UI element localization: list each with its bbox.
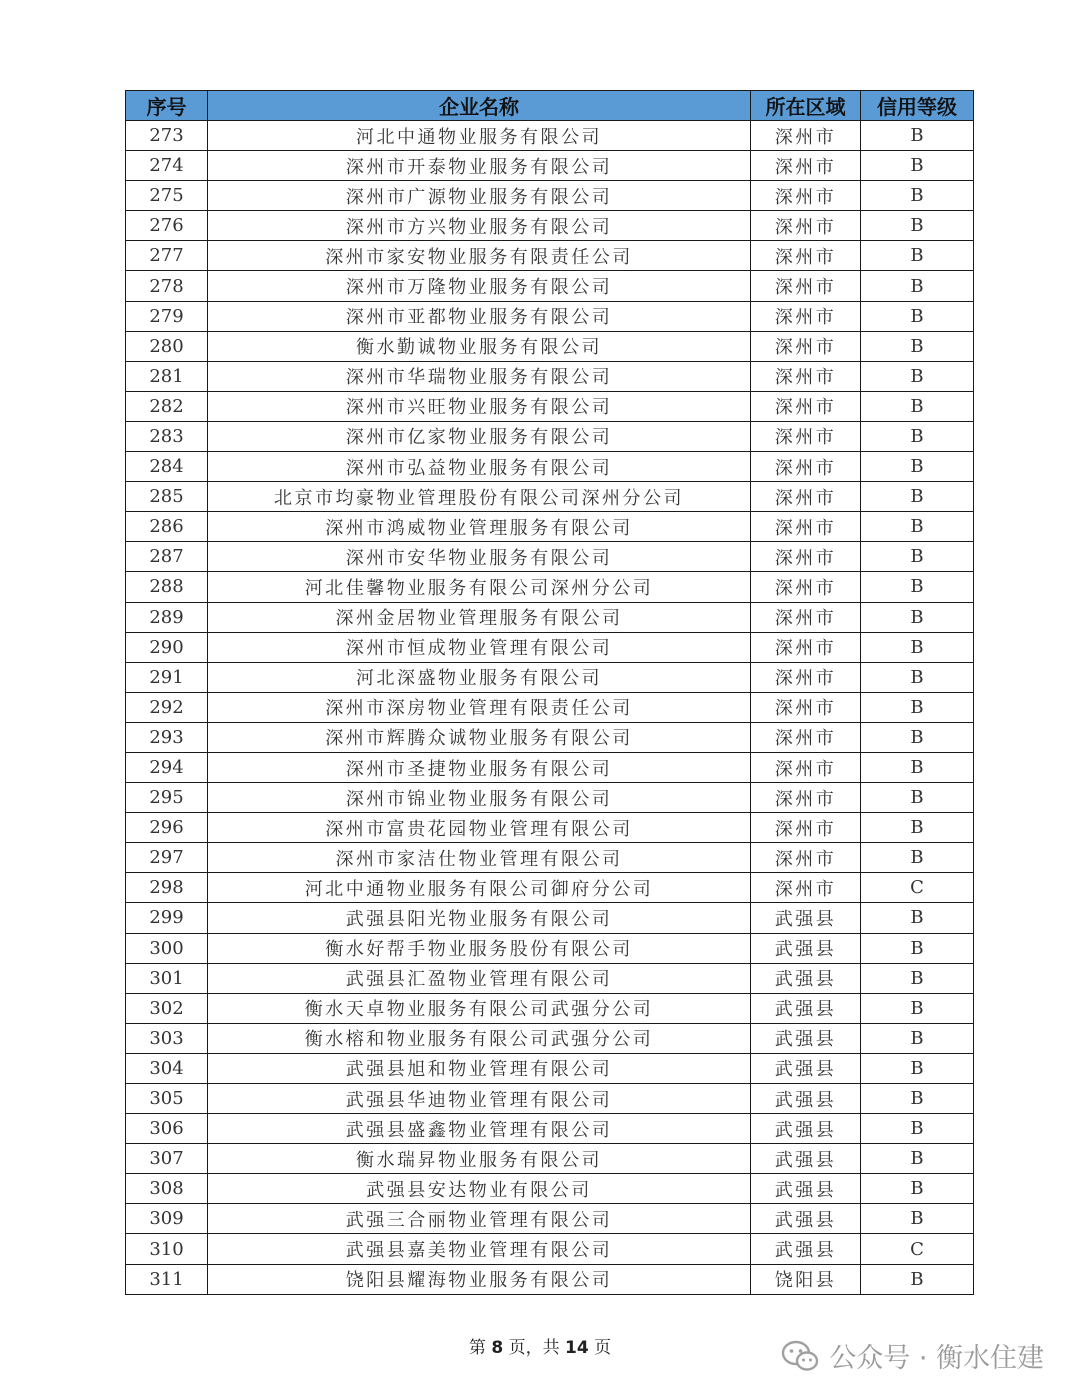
credit-grade-cell: B bbox=[861, 512, 974, 542]
credit-rating-table bbox=[125, 90, 974, 1295]
serial-number-cell: 295 bbox=[126, 783, 208, 813]
credit-grade-cell: B bbox=[861, 662, 974, 692]
credit-grade-cell: B bbox=[861, 482, 974, 512]
region-cell: 深州市 bbox=[751, 722, 861, 752]
serial-number-cell: 297 bbox=[126, 843, 208, 873]
region-cell: 武强县 bbox=[751, 993, 861, 1023]
company-name-cell: 深州市开泰物业服务有限公司 bbox=[208, 151, 751, 181]
serial-number-cell: 289 bbox=[126, 602, 208, 632]
serial-number-cell: 275 bbox=[126, 181, 208, 211]
company-name-cell: 深州市华瑞物业服务有限公司 bbox=[208, 361, 751, 391]
table-header-row bbox=[126, 91, 974, 121]
table-row bbox=[126, 331, 974, 361]
credit-grade-cell: B bbox=[861, 301, 974, 331]
table-row bbox=[126, 361, 974, 391]
company-name-cell: 武强县华迪物业管理有限公司 bbox=[208, 1084, 751, 1114]
table-row bbox=[126, 452, 974, 482]
company-name-cell: 衡水榕和物业服务有限公司武强分公司 bbox=[208, 1023, 751, 1053]
serial-number-cell: 304 bbox=[126, 1053, 208, 1083]
header-credit-grade: 信用等级 bbox=[861, 91, 974, 121]
serial-number-cell: 274 bbox=[126, 151, 208, 181]
company-name-cell: 衡水天卓物业服务有限公司武强分公司 bbox=[208, 993, 751, 1023]
credit-grade-cell: B bbox=[861, 211, 974, 241]
table-row bbox=[126, 752, 974, 782]
region-cell: 深州市 bbox=[751, 783, 861, 813]
table-row bbox=[126, 1023, 974, 1053]
credit-grade-cell: B bbox=[861, 602, 974, 632]
company-name-cell: 深州市鸿威物业管理服务有限公司 bbox=[208, 512, 751, 542]
table-row bbox=[126, 632, 974, 662]
region-cell: 深州市 bbox=[751, 391, 861, 421]
table-row bbox=[126, 963, 974, 993]
credit-grade-cell: B bbox=[861, 1144, 974, 1174]
table-row bbox=[126, 211, 974, 241]
company-name-cell: 河北深盛物业服务有限公司 bbox=[208, 662, 751, 692]
company-name-cell: 北京市均豪物业管理股份有限公司深州分公司 bbox=[208, 482, 751, 512]
credit-grade-cell: B bbox=[861, 1174, 974, 1204]
company-name-cell: 深州市富贵花园物业管理有限公司 bbox=[208, 813, 751, 843]
company-name-cell: 深州市广源物业服务有限公司 bbox=[208, 181, 751, 211]
credit-grade-cell: B bbox=[861, 722, 974, 752]
region-cell: 深州市 bbox=[751, 241, 861, 271]
table-row bbox=[126, 121, 974, 151]
region-cell: 武强县 bbox=[751, 1234, 861, 1264]
region-cell: 武强县 bbox=[751, 1174, 861, 1204]
region-cell: 深州市 bbox=[751, 271, 861, 301]
table-row bbox=[126, 181, 974, 211]
credit-grade-cell: B bbox=[861, 121, 974, 151]
company-name-cell: 衡水瑞昇物业服务有限公司 bbox=[208, 1144, 751, 1174]
region-cell: 深州市 bbox=[751, 632, 861, 662]
company-name-cell: 武强县旭和物业管理有限公司 bbox=[208, 1053, 751, 1083]
company-name-cell: 深州市家洁仕物业管理有限公司 bbox=[208, 843, 751, 873]
credit-grade-cell: B bbox=[861, 151, 974, 181]
credit-grade-cell: B bbox=[861, 903, 974, 933]
footer-page-number: 8 bbox=[491, 1338, 504, 1358]
credit-grade-cell: B bbox=[861, 452, 974, 482]
region-cell: 武强县 bbox=[751, 1053, 861, 1083]
credit-grade-cell: B bbox=[861, 421, 974, 451]
table-row bbox=[126, 993, 974, 1023]
serial-number-cell: 280 bbox=[126, 331, 208, 361]
company-name-cell: 深州市恒成物业管理有限公司 bbox=[208, 632, 751, 662]
serial-number-cell: 299 bbox=[126, 903, 208, 933]
table-row bbox=[126, 843, 974, 873]
company-name-cell: 深州市弘益物业服务有限公司 bbox=[208, 452, 751, 482]
serial-number-cell: 310 bbox=[126, 1234, 208, 1264]
credit-grade-cell: B bbox=[861, 572, 974, 602]
table-row bbox=[126, 271, 974, 301]
table-row bbox=[126, 873, 974, 903]
serial-number-cell: 293 bbox=[126, 722, 208, 752]
serial-number-cell: 282 bbox=[126, 391, 208, 421]
company-name-cell: 衡水好帮手物业服务股份有限公司 bbox=[208, 933, 751, 963]
serial-number-cell: 309 bbox=[126, 1204, 208, 1234]
company-name-cell: 深州市深房物业管理有限责任公司 bbox=[208, 692, 751, 722]
company-name-cell: 武强县嘉美物业管理有限公司 bbox=[208, 1234, 751, 1264]
credit-grade-cell: B bbox=[861, 993, 974, 1023]
credit-grade-cell: B bbox=[861, 542, 974, 572]
region-cell: 深州市 bbox=[751, 813, 861, 843]
table-row bbox=[126, 813, 974, 843]
footer-suffix: 页 bbox=[594, 1338, 612, 1358]
serial-number-cell: 288 bbox=[126, 572, 208, 602]
company-name-cell: 衡水勤诚物业服务有限公司 bbox=[208, 331, 751, 361]
credit-grade-cell: B bbox=[861, 692, 974, 722]
company-name-cell: 武强县盛鑫物业管理有限公司 bbox=[208, 1114, 751, 1144]
credit-grade-cell: B bbox=[861, 1023, 974, 1053]
region-cell: 深州市 bbox=[751, 692, 861, 722]
table-row bbox=[126, 903, 974, 933]
serial-number-cell: 294 bbox=[126, 752, 208, 782]
region-cell: 武强县 bbox=[751, 1204, 861, 1234]
serial-number-cell: 277 bbox=[126, 241, 208, 271]
serial-number-cell: 279 bbox=[126, 301, 208, 331]
table-row bbox=[126, 692, 974, 722]
region-cell: 深州市 bbox=[751, 181, 861, 211]
serial-number-cell: 311 bbox=[126, 1264, 208, 1294]
credit-grade-cell: B bbox=[861, 752, 974, 782]
table-row bbox=[126, 783, 974, 813]
credit-grade-cell: C bbox=[861, 1234, 974, 1264]
serial-number-cell: 301 bbox=[126, 963, 208, 993]
serial-number-cell: 300 bbox=[126, 933, 208, 963]
company-name-cell: 深州市亚都物业服务有限公司 bbox=[208, 301, 751, 331]
company-name-cell: 河北中通物业服务有限公司御府分公司 bbox=[208, 873, 751, 903]
region-cell: 深州市 bbox=[751, 211, 861, 241]
table-row bbox=[126, 1114, 974, 1144]
region-cell: 深州市 bbox=[751, 361, 861, 391]
company-name-cell: 深州市辉腾众诚物业服务有限公司 bbox=[208, 722, 751, 752]
serial-number-cell: 291 bbox=[126, 662, 208, 692]
serial-number-cell: 305 bbox=[126, 1084, 208, 1114]
credit-grade-cell: B bbox=[861, 241, 974, 271]
region-cell: 武强县 bbox=[751, 1144, 861, 1174]
table-row bbox=[126, 482, 974, 512]
header-region: 所在区域 bbox=[751, 91, 861, 121]
serial-number-cell: 286 bbox=[126, 512, 208, 542]
company-name-cell: 武强县安达物业有限公司 bbox=[208, 1174, 751, 1204]
serial-number-cell: 298 bbox=[126, 873, 208, 903]
credit-grade-cell: B bbox=[861, 361, 974, 391]
company-name-cell: 深州市兴旺物业服务有限公司 bbox=[208, 391, 751, 421]
footer-middle: 页，共 bbox=[508, 1338, 560, 1358]
credit-grade-cell: B bbox=[861, 1053, 974, 1083]
serial-number-cell: 296 bbox=[126, 813, 208, 843]
serial-number-cell: 276 bbox=[126, 211, 208, 241]
serial-number-cell: 285 bbox=[126, 482, 208, 512]
table-row bbox=[126, 662, 974, 692]
credit-grade-cell: B bbox=[861, 331, 974, 361]
credit-grade-cell: B bbox=[861, 271, 974, 301]
company-name-cell: 深州市家安物业服务有限责任公司 bbox=[208, 241, 751, 271]
table-row bbox=[126, 391, 974, 421]
region-cell: 深州市 bbox=[751, 452, 861, 482]
credit-grade-cell: B bbox=[861, 391, 974, 421]
company-name-cell: 武强县阳光物业服务有限公司 bbox=[208, 903, 751, 933]
table-row bbox=[126, 301, 974, 331]
region-cell: 深州市 bbox=[751, 572, 861, 602]
region-cell: 深州市 bbox=[751, 843, 861, 873]
serial-number-cell: 283 bbox=[126, 421, 208, 451]
company-name-cell: 深州市安华物业服务有限公司 bbox=[208, 542, 751, 572]
table-row bbox=[126, 572, 974, 602]
region-cell: 深州市 bbox=[751, 602, 861, 632]
table-row bbox=[126, 1144, 974, 1174]
serial-number-cell: 284 bbox=[126, 452, 208, 482]
wechat-watermark bbox=[781, 1336, 1044, 1375]
company-name-cell: 河北中通物业服务有限公司 bbox=[208, 121, 751, 151]
table-row bbox=[126, 512, 974, 542]
credit-grade-cell: B bbox=[861, 1114, 974, 1144]
table-row bbox=[126, 151, 974, 181]
credit-grade-cell: B bbox=[861, 1204, 974, 1234]
table-row bbox=[126, 241, 974, 271]
company-name-cell: 饶阳县耀海物业服务有限公司 bbox=[208, 1264, 751, 1294]
region-cell: 深州市 bbox=[751, 421, 861, 451]
header-serial-number: 序号 bbox=[126, 91, 208, 121]
credit-grade-cell: B bbox=[861, 933, 974, 963]
footer-total-pages: 14 bbox=[564, 1338, 589, 1358]
region-cell: 武强县 bbox=[751, 1114, 861, 1144]
region-cell: 深州市 bbox=[751, 482, 861, 512]
region-cell: 深州市 bbox=[751, 662, 861, 692]
company-name-cell: 深州金居物业管理服务有限公司 bbox=[208, 602, 751, 632]
region-cell: 武强县 bbox=[751, 903, 861, 933]
watermark-text: 公众号 · 衡水住建 bbox=[829, 1343, 1044, 1374]
company-name-cell: 深州市万隆物业服务有限公司 bbox=[208, 271, 751, 301]
serial-number-cell: 292 bbox=[126, 692, 208, 722]
credit-grade-cell: B bbox=[861, 813, 974, 843]
table-row bbox=[126, 1084, 974, 1114]
credit-grade-cell: B bbox=[861, 181, 974, 211]
table-body bbox=[126, 121, 974, 1295]
region-cell: 武强县 bbox=[751, 933, 861, 963]
credit-grade-cell: C bbox=[861, 873, 974, 903]
credit-grade-cell: B bbox=[861, 843, 974, 873]
company-name-cell: 深州市方兴物业服务有限公司 bbox=[208, 211, 751, 241]
region-cell: 深州市 bbox=[751, 752, 861, 782]
region-cell: 武强县 bbox=[751, 963, 861, 993]
table-row bbox=[126, 1234, 974, 1264]
wechat-icon bbox=[781, 1340, 819, 1372]
serial-number-cell: 287 bbox=[126, 542, 208, 572]
footer-prefix: 第 bbox=[468, 1338, 486, 1358]
table-row bbox=[126, 933, 974, 963]
credit-grade-cell: B bbox=[861, 1084, 974, 1114]
region-cell: 深州市 bbox=[751, 301, 861, 331]
table-row bbox=[126, 1204, 974, 1234]
serial-number-cell: 302 bbox=[126, 993, 208, 1023]
region-cell: 饶阳县 bbox=[751, 1264, 861, 1294]
credit-grade-cell: B bbox=[861, 783, 974, 813]
region-cell: 深州市 bbox=[751, 151, 861, 181]
region-cell: 武强县 bbox=[751, 1023, 861, 1053]
serial-number-cell: 281 bbox=[126, 361, 208, 391]
serial-number-cell: 303 bbox=[126, 1023, 208, 1053]
table-row bbox=[126, 1053, 974, 1083]
region-cell: 武强县 bbox=[751, 1084, 861, 1114]
region-cell: 深州市 bbox=[751, 512, 861, 542]
region-cell: 深州市 bbox=[751, 331, 861, 361]
serial-number-cell: 307 bbox=[126, 1144, 208, 1174]
credit-grade-cell: B bbox=[861, 632, 974, 662]
serial-number-cell: 278 bbox=[126, 271, 208, 301]
region-cell: 深州市 bbox=[751, 121, 861, 151]
region-cell: 深州市 bbox=[751, 873, 861, 903]
company-name-cell: 河北佳馨物业服务有限公司深州分公司 bbox=[208, 572, 751, 602]
table-row bbox=[126, 1264, 974, 1294]
company-name-cell: 武强县汇盈物业管理有限公司 bbox=[208, 963, 751, 993]
table-row bbox=[126, 1174, 974, 1204]
table-row bbox=[126, 602, 974, 632]
company-name-cell: 武强三合丽物业管理有限公司 bbox=[208, 1204, 751, 1234]
table-row bbox=[126, 722, 974, 752]
company-name-cell: 深州市圣捷物业服务有限公司 bbox=[208, 752, 751, 782]
serial-number-cell: 306 bbox=[126, 1114, 208, 1144]
company-name-cell: 深州市亿家物业服务有限公司 bbox=[208, 421, 751, 451]
header-company-name: 企业名称 bbox=[208, 91, 751, 121]
credit-grade-cell: B bbox=[861, 1264, 974, 1294]
table-row bbox=[126, 542, 974, 572]
serial-number-cell: 273 bbox=[126, 121, 208, 151]
serial-number-cell: 308 bbox=[126, 1174, 208, 1204]
company-name-cell: 深州市锦业物业服务有限公司 bbox=[208, 783, 751, 813]
serial-number-cell: 290 bbox=[126, 632, 208, 662]
region-cell: 深州市 bbox=[751, 542, 861, 572]
credit-grade-cell: B bbox=[861, 963, 974, 993]
table-row bbox=[126, 421, 974, 451]
